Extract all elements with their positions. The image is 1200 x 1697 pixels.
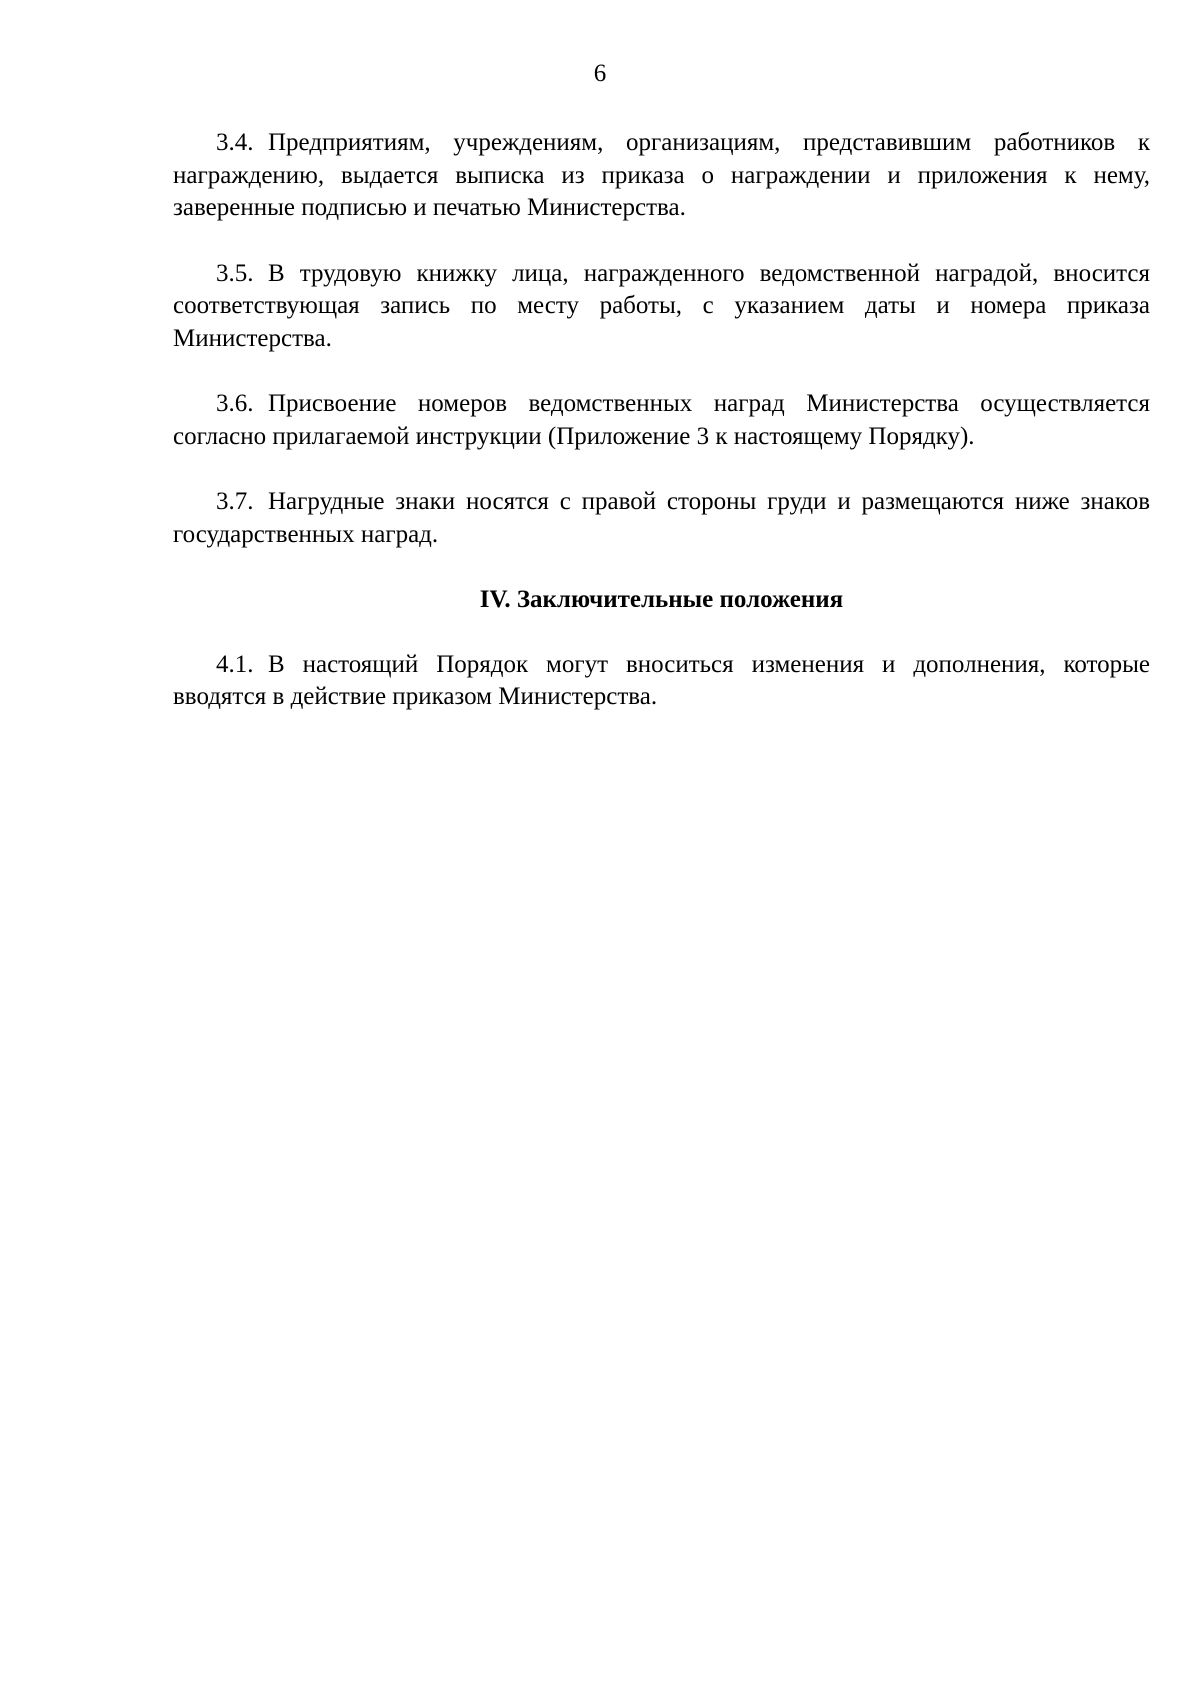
- paragraph-text: В настоящий Порядок могут вноситься изменения и дополнения, которые вводятся в действие приказом Министерства.: [173, 650, 1150, 710]
- paragraph-3-6: [173, 388, 1150, 453]
- paragraph-number: 3.6.: [216, 390, 254, 417]
- paragraph-3-5: [173, 258, 1150, 356]
- page-number: 6: [593, 60, 607, 87]
- section-heading: IV. Заключительные положения: [479, 586, 844, 613]
- paragraph-3-4: [173, 127, 1150, 225]
- paragraph-4-1: [173, 649, 1150, 714]
- paragraph-number: 3.4.: [216, 129, 254, 156]
- paragraph-number: 3.5.: [216, 259, 254, 287]
- paragraph-3-7: [173, 486, 1150, 551]
- paragraph-text: Присвоение номеров ведомственных наград Министерства осуществляется согласно прилагаемой инструкции (Приложение 3 к настоящему Порядку).: [173, 390, 1150, 450]
- paragraph-text: Нагрудные знаки носятся с правой стороны груди и размещаются ниже знаков государственных наград.: [173, 488, 1150, 548]
- paragraph-text: Предприятиям, учреждениям, организациям, представившим работников к награждению, выдается выписка из приказа о награждении и приложения к нему, заверенные подписью и печатью Министерства.: [173, 129, 1150, 221]
- paragraph-number: 4.1.: [216, 650, 254, 678]
- paragraph-number: 3.7.: [216, 488, 254, 515]
- document-body: [173, 127, 1150, 747]
- paragraph-text: В трудовую книжку лица, награжденного ведомственной наградой, вносится соответствующая запись по месту работы, с указанием даты и номера приказа Министерства.: [173, 259, 1150, 352]
